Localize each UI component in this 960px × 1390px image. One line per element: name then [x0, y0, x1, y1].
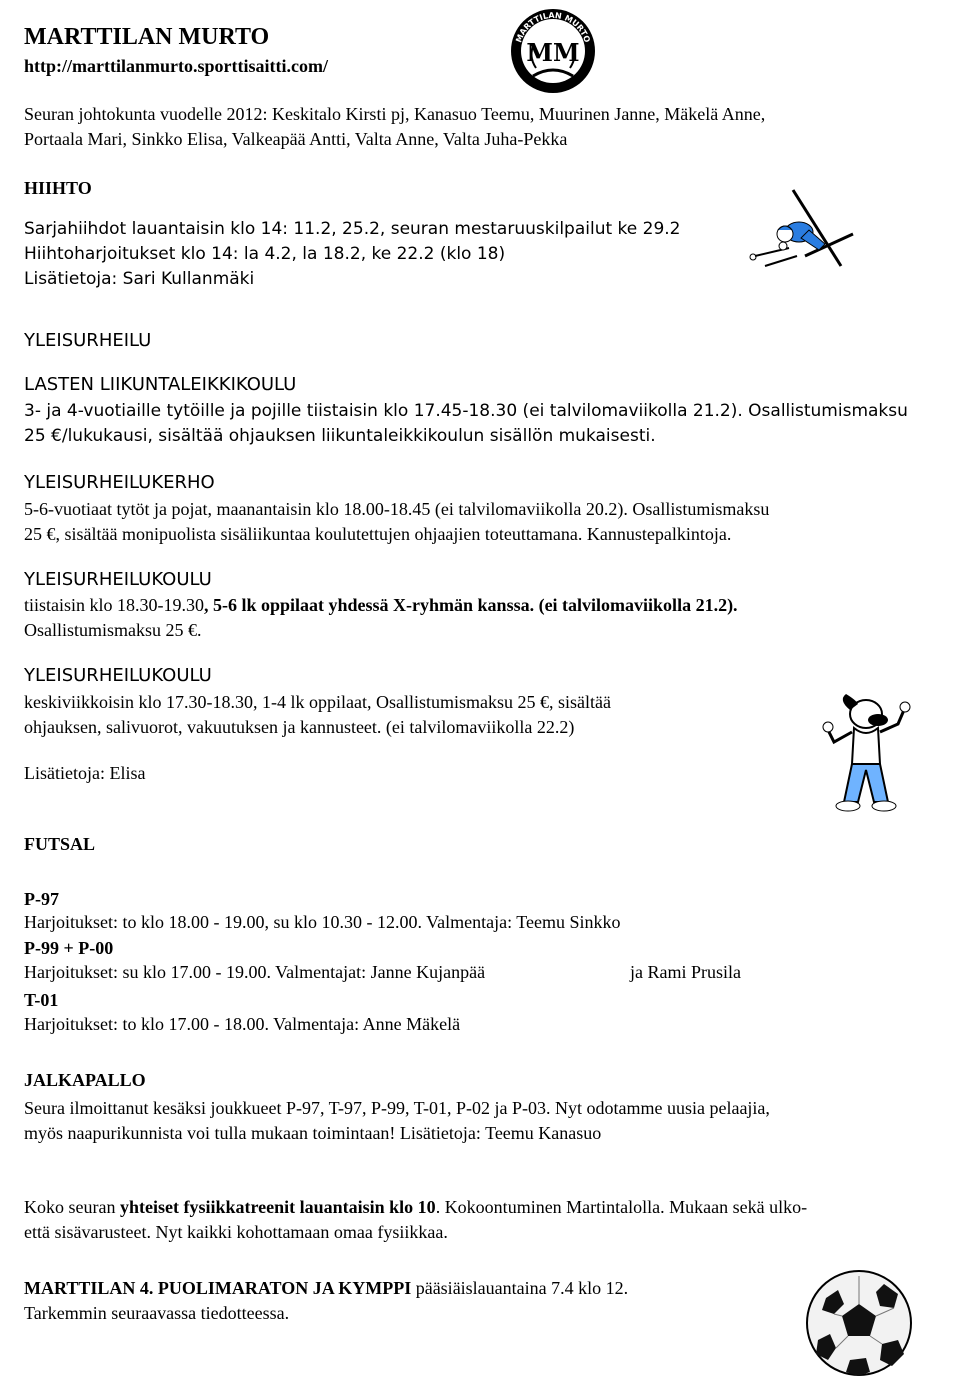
page-title: MARTTILAN MURTO: [24, 24, 270, 50]
logo-monogram: MM: [526, 38, 580, 67]
puolimaraton-paragraph: MARTTILAN 4. PUOLIMARATON JA KYMPPI pääsiäislauantaina 7.4 klo 12. Tarkemmin seuraavassa tiedotteessa.: [24, 1278, 629, 1323]
board-paragraph: Seuran johtokunta vuodelle 2012: Keskitalo Kirsti pj, Kanasuo Teemu, Muurinen Janne, Mäkelä Anne, Portaala Mari, Sinkko Elisa, Valkeapää Antti, Valta Anne, Valta Juha-Pekka: [24, 104, 766, 149]
hiihto-paragraph: Sarjahiihdot lauantaisin klo 14: 11.2, 25.2, seuran mestaruuskilpailut ke 29.2 Hiihtoharjoitukset klo 14: la 4.2, la 18.2, ke 22.2 (klo 18) Lisätietoja: Sari Kullanmäki: [24, 219, 681, 289]
p99-heading: P-99 + P-00: [24, 938, 114, 958]
soccer-ball-illustration: [804, 1268, 914, 1378]
koulu1-heading: YLEISURHEILUKOULU: [24, 569, 212, 590]
koulu1-paragraph: tiistaisin klo 18.30-19.30, 5-6 lk oppilaat yhdessä X-ryhmän kanssa. (ei talvilomaviikolla 21.2). Osallistumismaksu 25 €.: [24, 595, 738, 640]
skier-illustration: [745, 186, 857, 276]
fysiikka-paragraph: Koko seuran yhteiset fysiikkatreenit lauantaisin klo 10. Kokoontuminen Martintalolla. Mukaan sekä ulko- että sisävarusteet. Nyt kaikki kohottamaan omaa fysiikkaa.: [24, 1197, 808, 1242]
kerho-paragraph: 5-6-vuotiaat tytöt ja pojat, maanantaisin klo 18.00-18.45 (ei talvilomaviikolla 20.2). Osallistumismaksu 25 €, sisältää monipuolista sisäliikuntaa koulutettujen ohjaajien toteuttamana. Kannustepalkintoja.: [24, 499, 770, 544]
lasten-paragraph: 3- ja 4-vuotiaille tytöille ja pojille tiistaisin klo 17.45-18.30 (ei talvilomaviikolla 21.2). Osallistumismaksu 25 €/lukukausi, sisältää ohjauksen liikuntaleikkikoulun sisällön mukaisesti.: [24, 401, 908, 446]
p97-line: Harjoitukset: to klo 18.00 - 19.00, su klo 10.30 - 12.00. Valmentaja: Teemu Sinkko: [24, 912, 621, 932]
kerho-heading: YLEISURHEILUKERHO: [24, 472, 215, 493]
t01-line: Harjoitukset: to klo 17.00 - 18.00. Valmentaja: Anne Mäkelä: [24, 1014, 461, 1034]
club-logo: [508, 6, 598, 96]
p99-line-right: ja Rami Prusila: [630, 962, 741, 982]
lasten-heading: LASTEN LIIKUNTALEIKKIKOULU: [24, 374, 297, 395]
koulu2-paragraph: keskiviikkoisin klo 17.30-18.30, 1-4 lk oppilaat, Osallistumismaksu 25 €, sisältää ohjauksen, salivuorot, vakuutuksen ja kannusteet. (ei talvilomaviikolla 22.2): [24, 692, 611, 737]
p97-heading: P-97: [24, 889, 59, 909]
p99-line: Harjoitukset: su klo 17.00 - 19.00. Valmentajat: Janne Kujanpää: [24, 962, 486, 982]
koulu2-heading: YLEISURHEILUKOULU: [24, 665, 212, 686]
mascot-illustration: [818, 692, 918, 817]
jalkapallo-paragraph: Seura ilmoittanut kesäksi joukkueet P-97, T-97, P-99, T-01, P-02 ja P-03. Nyt odotamme uusia pelaajia, myös naapurikunnista voi tulla mukaan toimintaan! Lisätietoja: Teemu Kanasuo: [24, 1098, 770, 1143]
club-url[interactable]: http://marttilanmurto.sporttisaitti.com/: [24, 56, 328, 76]
futsal-heading: FUTSAL: [24, 834, 96, 854]
yleisurheilu-heading: YLEISURHEILU: [24, 330, 152, 351]
logo-text: MARTTILAN MURTO: [514, 10, 592, 44]
hiihto-heading: HIIHTO: [24, 178, 92, 198]
t01-heading: T-01: [24, 990, 59, 1010]
yleisurheilu-info: Lisätietoja: Elisa: [24, 763, 146, 783]
jalkapallo-heading: JALKAPALLO: [24, 1070, 146, 1090]
